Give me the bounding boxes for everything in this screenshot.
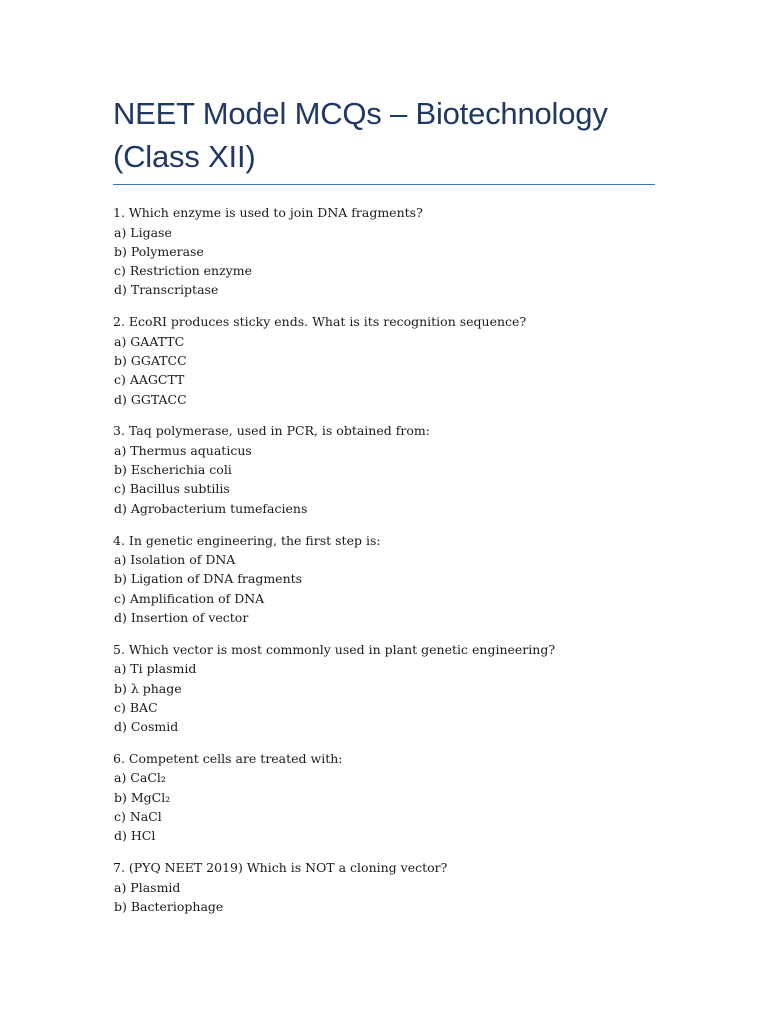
question-text: 4. In genetic engineering, the first step is: bbox=[113, 532, 381, 548]
question-text: 2. EcoRI produces sticky ends. What is its recognition sequence? bbox=[113, 314, 527, 330]
answer-option: d) GGTACC bbox=[114, 391, 187, 407]
answer-option: d) HCl bbox=[114, 828, 156, 844]
page-title bbox=[113, 92, 655, 178]
question-2 bbox=[113, 312, 655, 409]
answer-option: a) Plasmid bbox=[114, 879, 181, 895]
answer-option: c) Amplification of DNA bbox=[114, 590, 265, 606]
title-underline-divider bbox=[113, 184, 655, 185]
page-title-line-2: (Class XII) bbox=[113, 139, 256, 174]
answer-option: b) Ligation of DNA fragments bbox=[114, 571, 303, 587]
answer-option: c) NaCl bbox=[114, 809, 162, 825]
answer-option: b) MgCl₂ bbox=[114, 789, 171, 805]
answer-option: d) Insertion of vector bbox=[114, 609, 249, 625]
question-1 bbox=[113, 203, 655, 300]
page-title-line-1: NEET Model MCQs – Biotechnology bbox=[113, 96, 608, 131]
question-text: 5. Which vector is most commonly used in plant genetic engineering? bbox=[113, 641, 556, 657]
document-page bbox=[113, 92, 655, 929]
answer-option: a) Ligase bbox=[114, 224, 172, 240]
answer-option: a) Thermus aquaticus bbox=[114, 442, 252, 458]
question-3 bbox=[113, 421, 655, 518]
answer-option: a) Isolation of DNA bbox=[114, 552, 236, 568]
answer-option: c) Restriction enzyme bbox=[114, 263, 252, 279]
answer-option: d) Agrobacterium tumefaciens bbox=[114, 500, 308, 516]
answer-option: d) Transcriptase bbox=[114, 282, 219, 298]
question-text: 7. (PYQ NEET 2019) Which is NOT a cloning vector? bbox=[113, 860, 448, 876]
question-4 bbox=[113, 531, 655, 628]
answer-option: b) Polymerase bbox=[114, 243, 204, 259]
question-text: 3. Taq polymerase, used in PCR, is obtained from: bbox=[113, 423, 430, 439]
question-list bbox=[113, 203, 655, 916]
answer-option: a) GAATTC bbox=[114, 333, 185, 349]
answer-option: b) Bacteriophage bbox=[114, 898, 224, 914]
answer-option: b) Escherichia coli bbox=[114, 462, 232, 478]
answer-option: b) λ phage bbox=[114, 680, 182, 696]
question-7 bbox=[113, 858, 655, 916]
answer-option: a) Ti plasmid bbox=[114, 661, 197, 677]
question-5 bbox=[113, 640, 655, 737]
question-text: 6. Competent cells are treated with: bbox=[113, 750, 343, 766]
answer-option: b) GGATCC bbox=[114, 352, 187, 368]
question-6 bbox=[113, 749, 655, 846]
answer-option: c) BAC bbox=[114, 699, 158, 715]
answer-option: d) Cosmid bbox=[114, 719, 179, 735]
question-text: 1. Which enzyme is used to join DNA fragments? bbox=[113, 205, 423, 220]
answer-option: c) AAGCTT bbox=[114, 372, 185, 388]
answer-option: a) CaCl₂ bbox=[114, 770, 166, 786]
answer-option: c) Bacillus subtilis bbox=[114, 481, 230, 497]
